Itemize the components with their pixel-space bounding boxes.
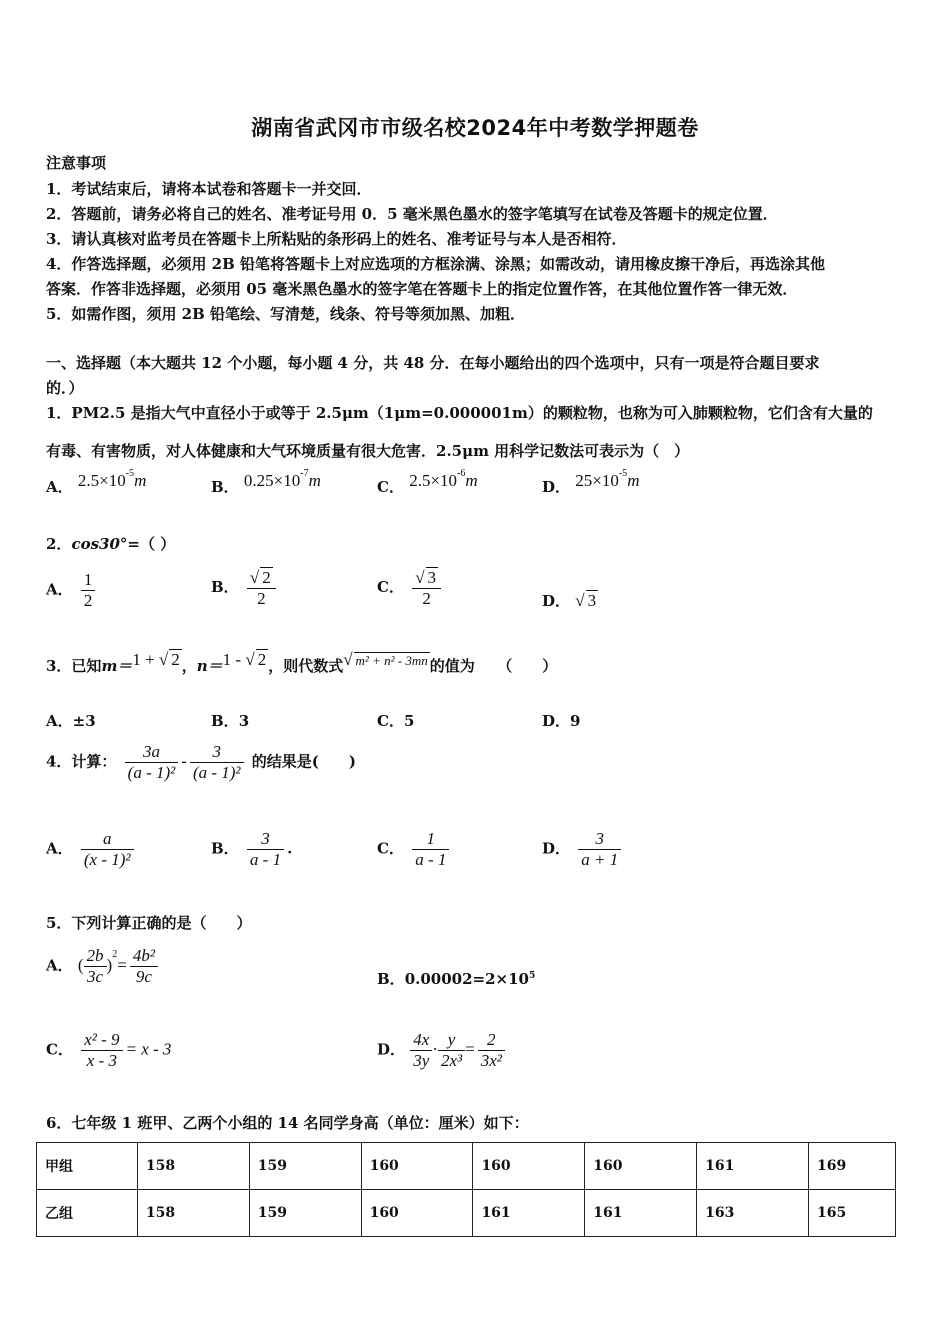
q2-option-c bbox=[377, 567, 444, 609]
notice-item-4: 4．作答选择题，必须用 2B 铅笔将答题卡上对应选项的方框涂满、涂黑；如需改动，请用橡皮擦干净后，再选涂其他 bbox=[46, 255, 826, 273]
notice-item-3: 3．请认真核对监考员在答题卡上所粘贴的条形码上的姓名、准考证号与本人是否相符． bbox=[46, 230, 627, 248]
table-cell: 161 bbox=[585, 1190, 697, 1237]
q3-option-b bbox=[211, 710, 249, 731]
q5-option-d bbox=[377, 1030, 508, 1071]
q5-a-power: 2 bbox=[112, 948, 118, 960]
table-cell: 160 bbox=[473, 1143, 585, 1190]
q1-d-unit: m bbox=[627, 471, 640, 490]
q5-a-right-fraction bbox=[130, 946, 158, 987]
q4-option-c bbox=[377, 829, 452, 870]
notice-item-4-cont: 答案．作答非选择题，必须用 05 毫米黑色墨水的签字笔在答题卡上的指定位置作答，在其他位置作答一律无效． bbox=[46, 280, 798, 298]
option-label: D． bbox=[542, 478, 571, 496]
option-label: D． bbox=[542, 712, 571, 730]
q5-d-fraction-1 bbox=[410, 1030, 432, 1071]
radical-sign: √ bbox=[245, 650, 255, 669]
table-cell: 158 bbox=[137, 1190, 249, 1237]
q3-tail: 的值为 （ ） bbox=[429, 657, 558, 675]
q3-stem: 3．已知m＝1 + √ 2 ，n＝1 - √ 2 ，则代数式√ m² + n² - 3mn 的值为 （ ） bbox=[46, 650, 558, 675]
q4-minus: - bbox=[181, 751, 187, 771]
q3-n-value: 1 - bbox=[222, 650, 246, 669]
q2-option-b bbox=[211, 567, 279, 609]
radical-sign: √ bbox=[158, 650, 169, 669]
option-label: D． bbox=[542, 592, 571, 610]
table-cell: 161 bbox=[473, 1190, 585, 1237]
numerator bbox=[247, 567, 276, 588]
table-cell: 165 bbox=[809, 1190, 896, 1237]
section-heading-cont: 的．） bbox=[46, 379, 84, 397]
q1-d-exp: -5 bbox=[618, 468, 628, 479]
table-row-group-b bbox=[37, 1190, 896, 1237]
denominator: 9c bbox=[130, 966, 158, 987]
notice-item-5: 5．如需作图，须用 2B 铅笔绘、写清楚，线条、符号等须加黑、加粗． bbox=[46, 305, 525, 323]
option-label: A． bbox=[46, 956, 73, 975]
q4-option-b bbox=[211, 829, 292, 870]
q2-option-a bbox=[46, 570, 98, 611]
denominator: (x - 1)² bbox=[81, 849, 134, 870]
numerator: 2b bbox=[86, 946, 104, 965]
radicand: 2 bbox=[257, 650, 267, 669]
q5-c-fraction bbox=[81, 1030, 122, 1071]
q2-expression: cos30° bbox=[71, 535, 128, 553]
q1-stem-cont: 有毒、有害物质，对人体健康和大气环境质量有很大危害．2.5μm 用科学记数法可表示为（ ） bbox=[46, 442, 690, 460]
numerator: 3 bbox=[261, 829, 270, 848]
q3-n-label: n＝ bbox=[196, 657, 223, 675]
q1-c-exp: -6 bbox=[457, 468, 466, 479]
height-table bbox=[36, 1142, 896, 1237]
denominator: 3y bbox=[410, 1050, 432, 1071]
q4-fraction-2 bbox=[190, 742, 244, 783]
q5-a-left-fraction bbox=[84, 946, 107, 987]
option-label: A． bbox=[46, 712, 73, 730]
q6-stem: 6．七年级 1 班甲、乙两个小组的 14 名同学身高（单位：厘米）如下： bbox=[46, 1114, 529, 1132]
equals-sign: = bbox=[465, 1039, 475, 1059]
q5-option-b bbox=[377, 968, 535, 989]
close-paren: ) bbox=[106, 955, 113, 975]
radicand: 3 bbox=[587, 591, 597, 610]
q3-m-expr bbox=[132, 650, 181, 669]
denominator: 3x² bbox=[478, 1050, 505, 1071]
table-cell: 169 bbox=[809, 1143, 896, 1190]
table-row-group-a bbox=[37, 1143, 896, 1190]
option-label: D． bbox=[377, 1040, 406, 1059]
option-label: B． bbox=[211, 578, 239, 596]
denominator: 2x³ bbox=[438, 1050, 465, 1071]
denominator: 2 bbox=[247, 588, 276, 609]
exponent: 5 bbox=[528, 971, 536, 981]
numerator: 4b² bbox=[132, 946, 155, 965]
denominator: 2 bbox=[81, 590, 96, 611]
q2-tail: =（ ） bbox=[127, 535, 176, 553]
q3-prefix: 3．已知 bbox=[46, 657, 102, 675]
q4-tail: 的结果是( ) bbox=[251, 752, 356, 771]
option-label: D． bbox=[542, 839, 571, 858]
q1-option-b bbox=[211, 468, 321, 497]
q1-d-coef: 25×10 bbox=[575, 471, 619, 490]
q5-c-rhs: = x - 3 bbox=[125, 1039, 172, 1059]
numerator: a bbox=[102, 829, 112, 848]
denominator: (a - 1)² bbox=[190, 762, 244, 783]
radical-sign: √ bbox=[343, 650, 353, 669]
option-label: C． bbox=[377, 478, 404, 496]
table-cell-group: 乙组 bbox=[37, 1190, 138, 1237]
option-label: C． bbox=[377, 578, 404, 596]
table-cell: 158 bbox=[137, 1143, 249, 1190]
option-text: 3 bbox=[238, 712, 250, 730]
numerator: 3 bbox=[595, 829, 604, 848]
q2-d-value bbox=[575, 591, 598, 610]
q5-d-fraction-2 bbox=[438, 1030, 465, 1071]
denominator: a - 1 bbox=[247, 849, 284, 870]
q1-a-unit: m bbox=[134, 471, 147, 490]
option-text: ±3 bbox=[72, 712, 96, 730]
option-label: B． bbox=[211, 839, 239, 858]
table-cell: 160 bbox=[361, 1190, 473, 1237]
q1-b-unit: m bbox=[308, 471, 321, 490]
q2-number: 2． bbox=[46, 535, 72, 553]
q5-option-c bbox=[46, 1030, 171, 1071]
option-suffix: . bbox=[287, 839, 293, 858]
option-label: C． bbox=[377, 839, 404, 858]
table-cell: 159 bbox=[249, 1143, 361, 1190]
q2-stem bbox=[46, 533, 175, 554]
denominator: a - 1 bbox=[412, 849, 449, 870]
q1-c-unit: m bbox=[465, 471, 478, 490]
q1-stem: 1．PM2.5 是指大气中直径小于或等于 2.5μm（1μm=0.000001m）的颗粒物，也称为可入肺颗粒物，它们含有大量的 bbox=[46, 404, 873, 422]
q2-b-fraction bbox=[247, 567, 276, 609]
open-paren: ( bbox=[77, 955, 84, 975]
q4-d-fraction bbox=[578, 829, 621, 870]
radicand: 2 bbox=[171, 650, 180, 669]
q4-a-fraction bbox=[81, 829, 134, 870]
numerator: 2 bbox=[487, 1030, 496, 1049]
q1-option-c bbox=[377, 468, 478, 497]
option-label: B． bbox=[211, 712, 239, 730]
q1-a-exp: -5 bbox=[125, 468, 135, 479]
denominator: a + 1 bbox=[578, 849, 621, 870]
numerator: x² - 9 bbox=[84, 1030, 120, 1049]
option-text: 0.00002=2×10 bbox=[404, 970, 529, 988]
q4-option-a bbox=[46, 829, 137, 870]
table-cell-group: 甲组 bbox=[37, 1143, 138, 1190]
q4-option-d bbox=[542, 829, 624, 870]
q2-option-d bbox=[542, 590, 598, 611]
q4-fraction-1 bbox=[125, 742, 179, 783]
numerator: 4x bbox=[413, 1030, 430, 1049]
q5-d-fraction-3 bbox=[478, 1030, 505, 1071]
option-text: 9 bbox=[570, 712, 581, 730]
q1-b-exp: -7 bbox=[300, 468, 309, 479]
notice-item-2: 2．答题前，请务必将自己的姓名、准考证号用 0．5 毫米黑色墨水的签字笔填写在试卷及答题卡的规定位置． bbox=[46, 205, 778, 223]
numerator: 3a bbox=[142, 742, 160, 761]
q5-option-a bbox=[46, 946, 161, 987]
q3-radical-expr bbox=[343, 650, 430, 669]
denominator: (a - 1)² bbox=[125, 762, 179, 783]
radicand: m² + n² - 3mn bbox=[355, 653, 428, 668]
q3-m-label: m＝ bbox=[101, 657, 133, 675]
exam-title: 湖南省武冈市市级名校2024年中考数学押题卷 bbox=[251, 116, 699, 140]
notice-heading: 注意事项 bbox=[46, 154, 107, 172]
denominator: x - 3 bbox=[81, 1050, 122, 1071]
option-label: A． bbox=[46, 580, 73, 599]
dot-operator: · bbox=[432, 1039, 438, 1059]
q2-c-fraction bbox=[412, 567, 441, 609]
numerator: 1 bbox=[83, 570, 93, 589]
q2-a-fraction bbox=[81, 570, 96, 611]
numerator bbox=[412, 567, 441, 588]
table-cell: 163 bbox=[697, 1190, 809, 1237]
denominator: 2 bbox=[412, 588, 441, 609]
q3-m-value: 1 + bbox=[132, 650, 159, 669]
q1-b-coef: 0.25×10 bbox=[243, 471, 301, 490]
option-text: 5 bbox=[403, 712, 415, 730]
option-label: B． bbox=[377, 970, 405, 988]
q1-a-coef: 2.5×10 bbox=[77, 471, 126, 490]
radicand: 2 bbox=[262, 568, 271, 587]
q3-mid: ，则代数式 bbox=[268, 657, 344, 675]
equals-sign: = bbox=[117, 955, 127, 975]
denominator: 3c bbox=[84, 966, 107, 987]
radical-sign: √ bbox=[575, 591, 585, 610]
q4-c-fraction bbox=[412, 829, 449, 870]
numerator: 3 bbox=[212, 742, 221, 761]
radical-sign: √ bbox=[415, 568, 425, 587]
option-label: B． bbox=[211, 478, 239, 496]
q4-b-fraction bbox=[247, 829, 284, 870]
q4-prefix: 4．计算： bbox=[46, 752, 117, 771]
q5-stem: 5．下列计算正确的是（ ） bbox=[46, 914, 252, 932]
numerator: 1 bbox=[426, 829, 436, 848]
table-cell: 159 bbox=[249, 1190, 361, 1237]
q3-option-a bbox=[46, 710, 96, 731]
table-cell: 161 bbox=[697, 1143, 809, 1190]
q1-c-coef: 2.5×10 bbox=[409, 471, 458, 490]
q1-option-a bbox=[46, 468, 147, 497]
option-label: C． bbox=[377, 712, 404, 730]
section-heading: 一、选择题（本大题共 12 个小题，每小题 4 分，共 48 分．在每小题给出的四个选项中，只有一项是符合题目要求 bbox=[46, 354, 820, 372]
q1-option-d bbox=[542, 468, 640, 497]
table-cell: 160 bbox=[361, 1143, 473, 1190]
notice-item-1: 1．考试结束后，请将本试卷和答题卡一并交回． bbox=[46, 180, 372, 198]
q3-option-c bbox=[377, 710, 414, 731]
numerator: y bbox=[447, 1030, 456, 1049]
option-label: A． bbox=[46, 839, 73, 858]
q4-stem bbox=[46, 742, 356, 783]
q3-option-d bbox=[542, 710, 580, 731]
radicand: 3 bbox=[427, 568, 437, 587]
table-cell: 160 bbox=[585, 1143, 697, 1190]
option-label: A． bbox=[46, 478, 73, 496]
radical-sign: √ bbox=[249, 568, 260, 587]
option-label: C． bbox=[46, 1040, 73, 1059]
q3-n-expr bbox=[223, 650, 269, 669]
